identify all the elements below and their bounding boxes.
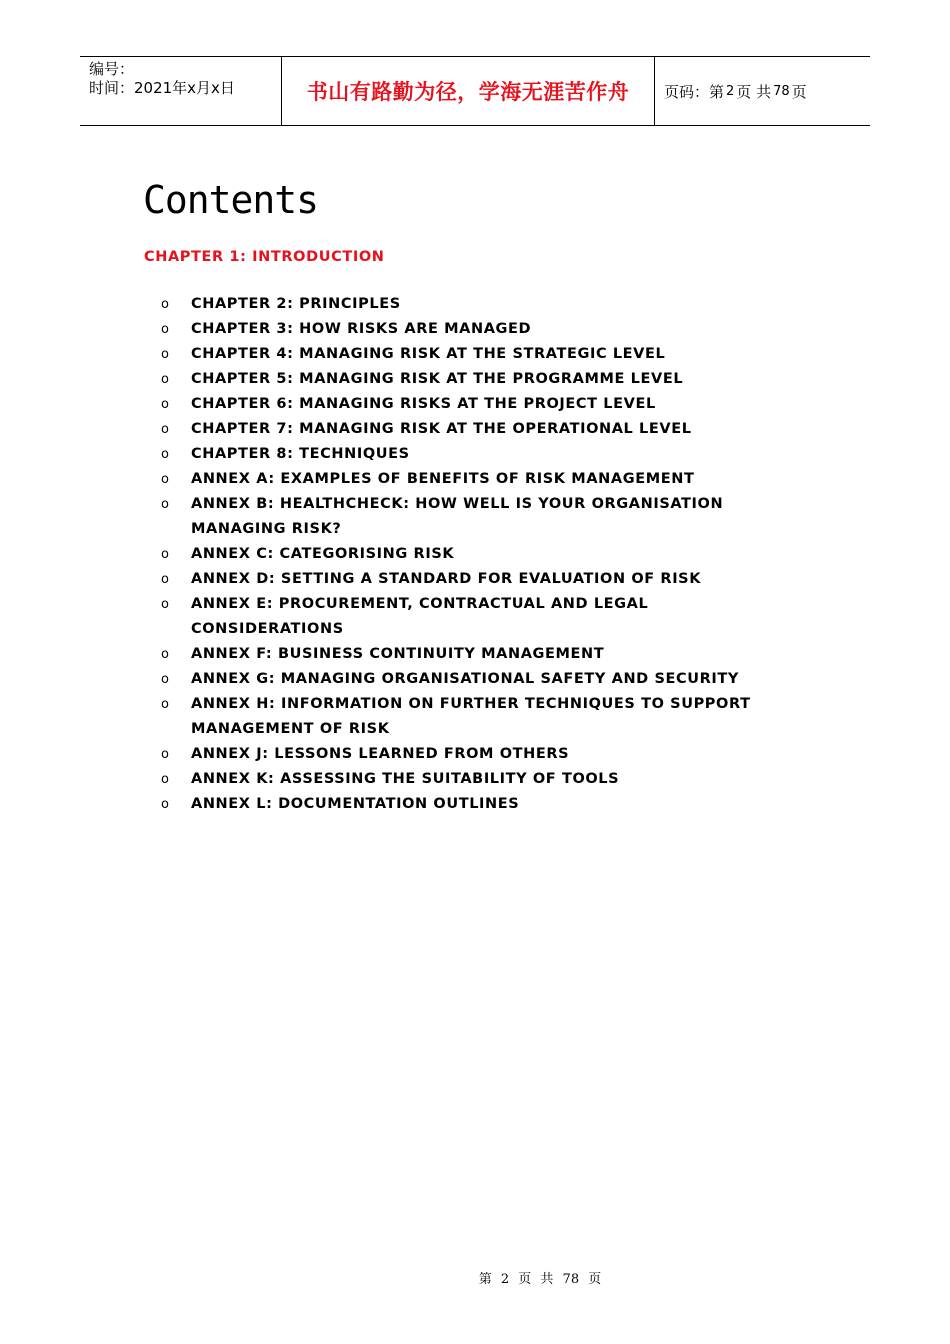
page-mid: 页 共 — [736, 82, 772, 101]
toc-item[interactable] — [160, 667, 840, 692]
toc-item-label: ANNEX C: CATEGORISING RISK — [191, 546, 455, 562]
number-label: 编号： — [89, 60, 135, 78]
bullet-icon: o — [161, 297, 170, 312]
toc-item[interactable] — [160, 792, 840, 817]
toc-item[interactable] — [160, 292, 840, 317]
toc-item-label: ANNEX F: BUSINESS CONTINUITY MANAGEMENT — [191, 646, 605, 662]
footer-page-text: 第 2 页 共 78 页 — [478, 1272, 602, 1287]
motto-cell — [281, 57, 655, 125]
bullet-icon: o — [161, 697, 170, 712]
header-table — [80, 56, 870, 126]
table-of-contents — [160, 292, 840, 817]
bullet-icon: o — [161, 422, 170, 437]
toc-item[interactable] — [160, 442, 840, 467]
toc-item-label: ANNEX K: ASSESSING THE SUITABILITY OF TOOLS — [191, 771, 620, 787]
bullet-icon: o — [161, 397, 170, 412]
toc-item-label: CHAPTER 5: MANAGING RISK AT THE PROGRAMME LEVEL — [191, 371, 684, 387]
toc-item-label: ANNEX G: MANAGING ORGANISATIONAL SAFETY AND SECURITY — [191, 671, 739, 687]
toc-item-label: CHAPTER 3: HOW RISKS ARE MANAGED — [191, 321, 532, 337]
bullet-icon: o — [161, 797, 170, 812]
toc-item[interactable] — [160, 642, 840, 667]
toc-item-label: ANNEX J: LESSONS LEARNED FROM OTHERS — [191, 746, 570, 762]
bullet-icon: o — [161, 647, 170, 662]
toc-item[interactable] — [160, 317, 840, 342]
toc-item[interactable] — [160, 742, 840, 767]
toc-item[interactable] — [160, 342, 840, 367]
toc-item[interactable] — [160, 592, 840, 642]
toc-item[interactable] — [160, 392, 840, 417]
toc-item-label: CHAPTER 7: MANAGING RISK AT THE OPERATIONAL LEVEL — [191, 421, 692, 437]
page-title: Contents — [143, 178, 319, 222]
page-suffix: 页 — [791, 82, 807, 101]
bullet-icon: o — [161, 772, 170, 787]
page-footer — [0, 1268, 950, 1287]
page-number-cell — [655, 57, 870, 125]
motto-text: 书山有路勤为径，学海无涯苦作舟 — [306, 79, 630, 104]
page-current: 2 — [726, 83, 735, 99]
toc-item-label: ANNEX A: EXAMPLES OF BENEFITS OF RISK MANAGEMENT — [191, 471, 695, 487]
bullet-icon: o — [161, 497, 170, 512]
bullet-icon: o — [161, 322, 170, 337]
bullet-icon: o — [161, 597, 170, 612]
toc-item[interactable] — [160, 367, 840, 392]
page-prefix: 页码：第 — [664, 82, 725, 101]
toc-item-label: ANNEX E: PROCUREMENT, CONTRACTUAL AND LEGAL CONSIDERATIONS — [191, 596, 649, 637]
bullet-icon: o — [161, 372, 170, 387]
toc-item[interactable] — [160, 467, 840, 492]
toc-item-label: CHAPTER 8: TECHNIQUES — [191, 446, 410, 462]
bullet-icon: o — [161, 347, 170, 362]
toc-item[interactable] — [160, 417, 840, 442]
header-meta-cell — [80, 57, 281, 125]
bullet-icon: o — [161, 747, 170, 762]
bullet-icon: o — [161, 672, 170, 687]
toc-item[interactable] — [160, 567, 840, 592]
bullet-icon: o — [161, 472, 170, 487]
toc-item-label: CHAPTER 6: MANAGING RISKS AT THE PROJECT LEVEL — [191, 396, 656, 412]
toc-item[interactable] — [160, 692, 840, 742]
page-total: 78 — [773, 83, 790, 99]
toc-item[interactable] — [160, 492, 840, 542]
bullet-icon: o — [161, 547, 170, 562]
toc-item[interactable] — [160, 542, 840, 567]
toc-item-label: ANNEX L: DOCUMENTATION OUTLINES — [191, 796, 520, 812]
toc-item-label: CHAPTER 4: MANAGING RISK AT THE STRATEGIC LEVEL — [191, 346, 666, 362]
toc-item-label: ANNEX H: INFORMATION ON FURTHER TECHNIQUES TO SUPPORT MANAGEMENT OF RISK — [191, 696, 751, 737]
time-label: 时间：2021年x月x日 — [89, 79, 235, 97]
toc-item[interactable] — [160, 767, 840, 792]
toc-item-label: CHAPTER 2: PRINCIPLES — [191, 296, 401, 312]
chapter-1-link[interactable]: CHAPTER 1: INTRODUCTION — [144, 249, 385, 265]
toc-item-label: ANNEX D: SETTING A STANDARD FOR EVALUATION OF RISK — [191, 571, 702, 587]
bullet-icon: o — [161, 572, 170, 587]
toc-item-label: ANNEX B: HEALTHCHECK: HOW WELL IS YOUR ORGANISATION MANAGING RISK? — [191, 496, 724, 537]
bullet-icon: o — [161, 447, 170, 462]
